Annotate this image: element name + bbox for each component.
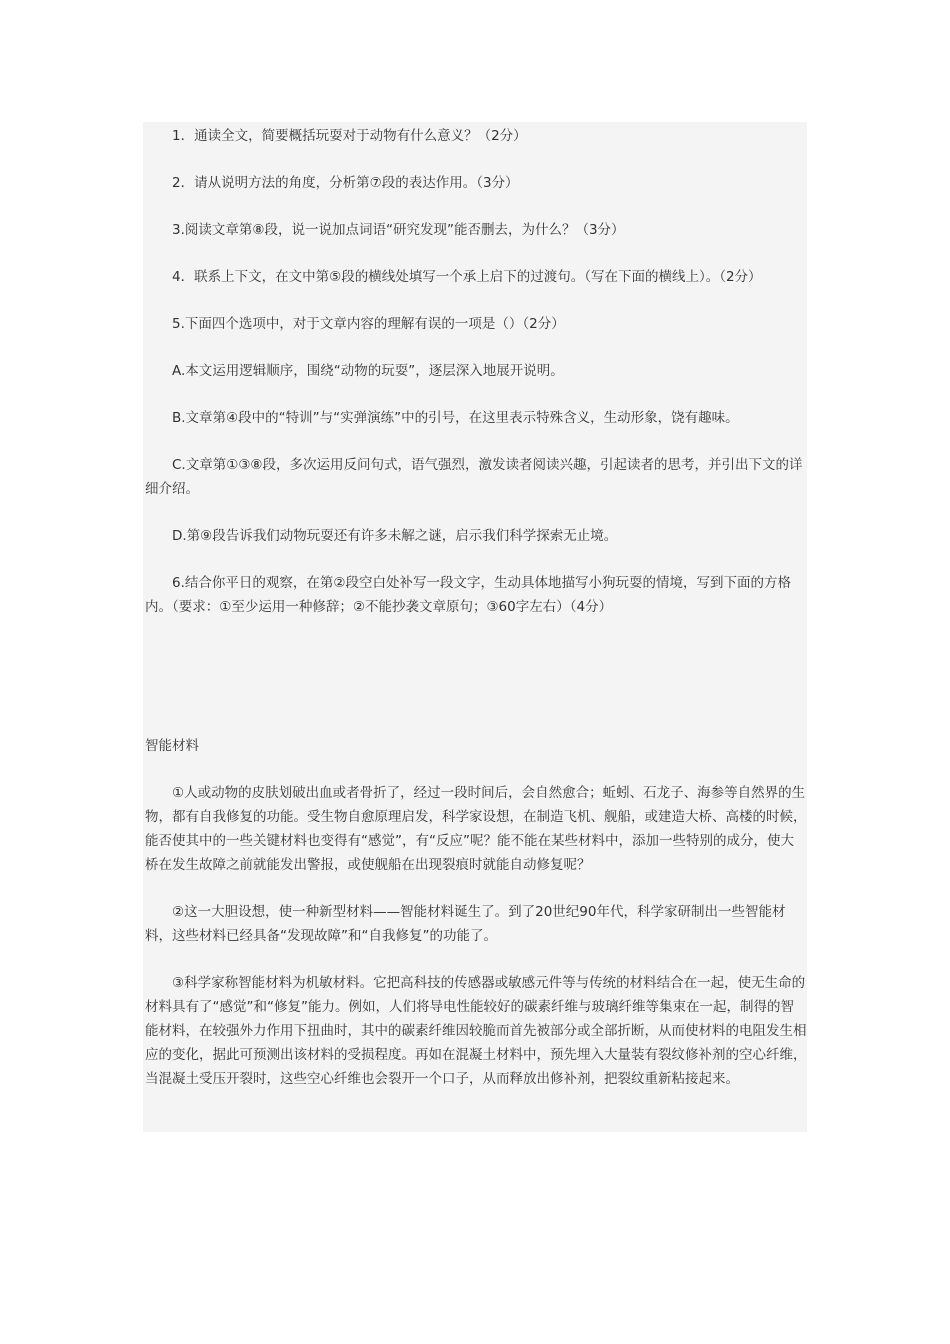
question-2: 2．请从说明方法的角度，分析第⑦段的表达作用。（3分） xyxy=(172,175,519,191)
article-paragraph-2: ②这一大胆设想，使一种新型材料——智能材料诞生了。到了20世纪90年代，科学家研制出一些智能材料，这些材料已经具备“发现故障”和“自我修复”的功能了。 xyxy=(145,904,786,944)
article-paragraph-3: ③科学家称智能材料为机敏材料。它把高科技的传感器或敏感元件等与传统的材料结合在一起，使无生命的材料具有了“感觉”和“修复”能力。例如，人们将导电性能较好的碳素纤维与玻璃纤维等集束在一起，制得的智能材料，在较强外力作用下扭曲时，其中的碳素纤维因较脆而首先被部分或全部折断，从而使材料的电阻发生相应的变化，据此可预测出该材料的受损程度。再如在混凝土材料中，预先埋入大量装有裂纹修补剂的空心纤维，当混凝土受压开裂时，这些空心纤维也会裂开一个口子，从而释放出修补剂，把裂纹重新粘接起来。 xyxy=(145,975,807,1087)
option-a: A.本文运用逻辑顺序，围绕“动物的玩耍”，逐层深入地展开说明。 xyxy=(172,363,564,379)
question-6: 6.结合你平日的观察，在第②段空白处补写一段文字，生动具体地描写小狗玩耍的情境，写到下面的方格内。（要求：①至少运用一种修辞；②不能抄袭文章原句；③60字左右）（4分） xyxy=(145,575,791,615)
question-4: 4．联系上下文，在文中第⑤段的横线处填写一个承上启下的过渡句。（写在下面的横线上）。（2分） xyxy=(172,269,762,285)
article-paragraph-1: ①人或动物的皮肤划破出血或者骨折了，经过一段时间后，会自然愈合；蚯蚓、石龙子、海参等自然界的生物，都有自我修复的功能。受生物自愈原理启发，科学家设想，在制造飞机、舰船，或建造大桥、高楼的时候，能否使其中的一些关键材料也变得有“感觉”，有“反应”呢？能不能在某些材料中，添加一些特别的成分，使大桥在发生故障之前就能发出警报，或使舰船在出现裂痕时就能自动修复呢？ xyxy=(145,785,807,873)
question-3: 3.阅读文章第⑧段，说一说加点词语“研究发现”能否删去，为什么？（3分） xyxy=(172,222,625,238)
option-c: C.文章第①③⑧段，多次运用反问句式，语气强烈，激发读者阅读兴趣，引起读者的思考，并引出下文的详细介绍。 xyxy=(145,457,803,497)
option-d: D.第⑨段告诉我们动物玩耍还有许多未解之谜，启示我们科学探索无止境。 xyxy=(172,528,618,544)
question-1: 1．通读全文，简要概括玩耍对于动物有什么意义？（2分） xyxy=(172,128,527,144)
document-content xyxy=(145,124,807,1114)
article-title: 智能材料 xyxy=(145,738,199,754)
question-5: 5.下面四个选项中，对于文章内容的理解有误的一项是（）（2分） xyxy=(172,316,565,332)
option-b: B.文章第④段中的“特训”与“实弹演练”中的引号，在这里表示特殊含义，生动形象，饶有趣味。 xyxy=(172,410,739,426)
